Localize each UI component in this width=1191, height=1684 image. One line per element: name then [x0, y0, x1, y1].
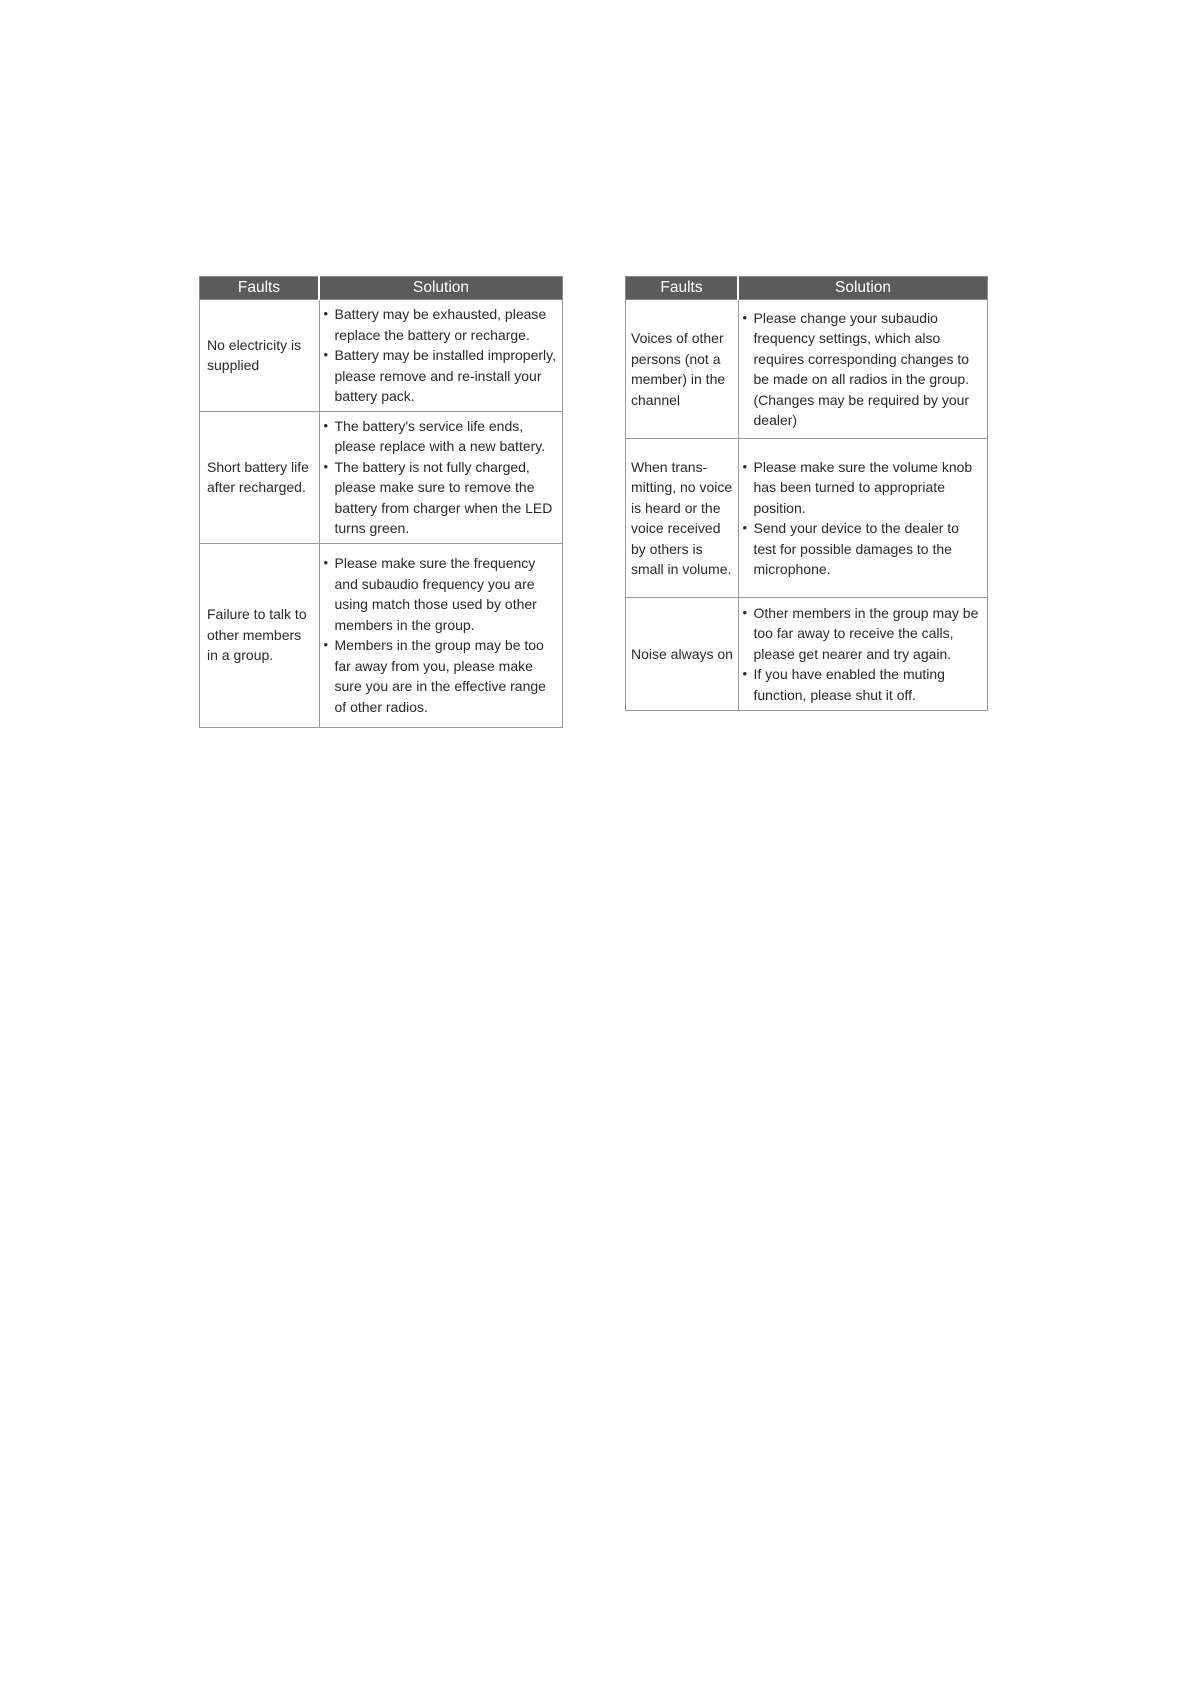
solution-list: [743, 457, 982, 580]
fault-label: When trans-mitting, no voice is heard or the voice received by others is small in volume.: [631, 458, 733, 577]
solution-list: [324, 304, 557, 407]
solution-cell: [319, 300, 563, 412]
solution-item: • Please change your subaudio frequency settings, which also requires corresponding changes to be made on all radios in the group. (Changes may be required by your dealer): [743, 308, 982, 431]
table-row: [626, 598, 988, 711]
solution-list: [324, 553, 557, 717]
solution-item: • The battery's service life ends, please replace with a new battery.: [324, 416, 557, 457]
table-row: [200, 300, 563, 412]
solution-header: Solution: [738, 277, 988, 300]
fault-table-left: [199, 276, 563, 728]
fault-cell: [200, 543, 320, 727]
faults-header: Faults: [200, 277, 320, 300]
solution-item: • Battery may be exhausted, please replace the battery or recharge.: [324, 304, 557, 345]
fault-label: Short battery life after recharged.: [207, 458, 309, 495]
table-header-row: [626, 277, 988, 300]
solution-cell: [738, 300, 988, 439]
solution-list: [743, 308, 982, 431]
fault-label: Failure to talk to other members in a group.: [207, 606, 307, 664]
fault-cell: [626, 300, 739, 439]
solution-cell: [319, 543, 563, 727]
solution-header: Solution: [319, 277, 563, 300]
table-row: [626, 300, 988, 439]
solution-list: [743, 603, 982, 706]
table-row: [200, 543, 563, 727]
solution-cell: [738, 439, 988, 598]
solution-item: • Please make sure the frequency and subaudio frequency you are using match those used by other members in the group.: [324, 553, 557, 635]
faults-header: Faults: [626, 277, 739, 300]
solution-item: • Other members in the group may be too far away to receive the calls, please get nearer and try again.: [743, 603, 982, 665]
solution-item: • Please make sure the volume knob has been turned to appropriate position.: [743, 457, 982, 519]
fault-label: No electricity is supplied: [207, 336, 302, 374]
table-header-row: [200, 277, 563, 300]
fault-table-right: [625, 276, 988, 711]
table-row: [200, 411, 563, 543]
fault-label: Noise always on: [631, 645, 733, 662]
fault-cell: [200, 411, 320, 543]
fault-cell: [200, 300, 320, 412]
solution-cell: [319, 411, 563, 543]
fault-label: Voices of other persons (not a member) in the channel: [631, 330, 726, 408]
solution-item: • Battery may be installed improperly, please remove and re-install your battery pack.: [324, 345, 557, 407]
fault-cell: [626, 598, 739, 711]
solution-item: • Send your device to the dealer to test for possible damages to the microphone.: [743, 518, 982, 580]
solution-item: • Members in the group may be too far away from you, please make sure you are in the effective range of other radios.: [324, 635, 557, 717]
solution-item: • If you have enabled the muting function, please shut it off.: [743, 664, 982, 705]
solution-list: [324, 416, 557, 539]
fault-cell: [626, 439, 739, 598]
solution-cell: [738, 598, 988, 711]
table-row: [626, 439, 988, 598]
solution-item: • The battery is not fully charged, please make sure to remove the battery from charger when the LED turns green.: [324, 457, 557, 539]
